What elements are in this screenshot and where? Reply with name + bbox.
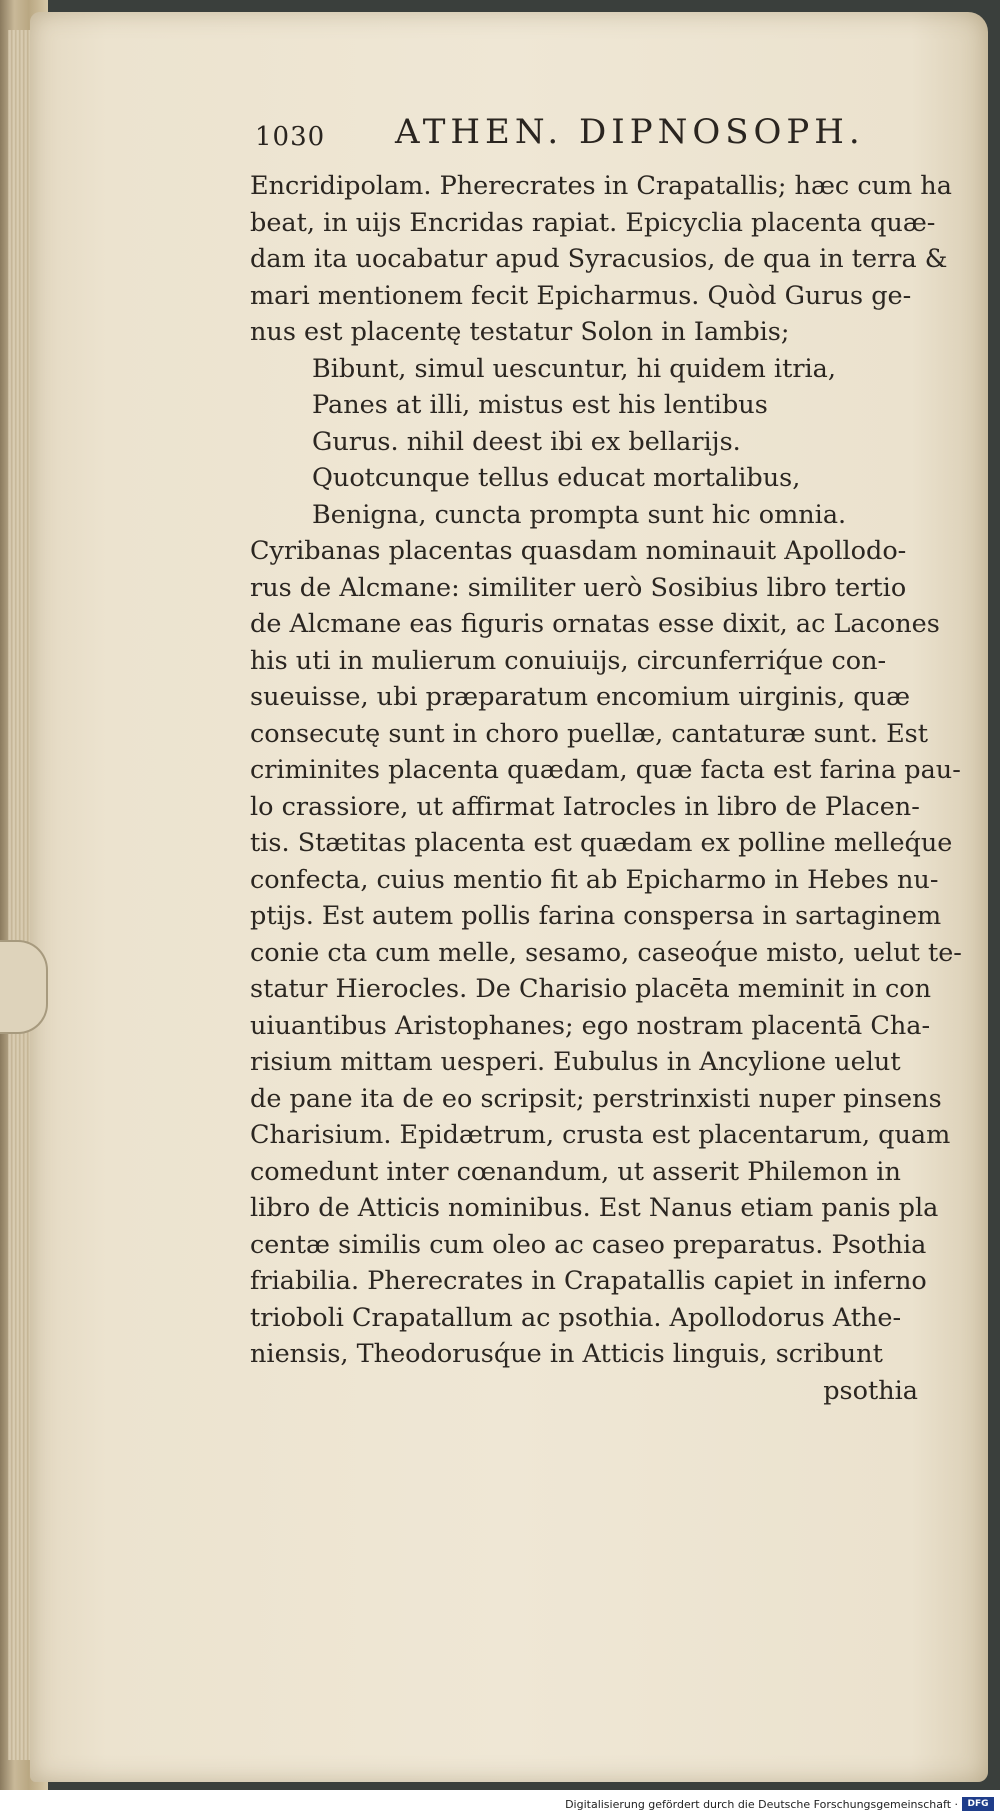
text-line: rus de Alcmane: similiter uerò Sosibius libro tertio <box>250 572 907 603</box>
text-line: de pane ita de eo scripsit; perstrinxisti nuper pinsens <box>250 1083 942 1114</box>
digitization-footer <box>0 1790 1000 1819</box>
text-line: risium mittam uesperi. Eubulus in Ancylione uelut <box>250 1047 901 1077</box>
book-clasp <box>0 940 48 1034</box>
verse-line: Gurus. nihil deest ibi ex bellarijs. <box>312 426 741 457</box>
verse-line: Quotcunque tellus educat mortalibus, <box>312 463 801 493</box>
text-line: tis. Stætitas placenta est quædam ex polline melleq́ue <box>250 828 953 858</box>
text-line: statur Hierocles. De Charisio placēta meminit in con <box>250 974 932 1004</box>
text-line: comedunt inter cœnandum, ut asserit Philemon in <box>250 1156 901 1187</box>
page-edges <box>8 30 30 1760</box>
page-header <box>255 112 895 162</box>
body-text <box>250 168 962 1409</box>
text-line: criminites placenta quædam, quæ facta est farina pau- <box>250 755 961 785</box>
dfg-logo-icon: DFG <box>962 1797 994 1811</box>
text-line: conie cta cum melle, sesamo, caseoq́ue misto, uelut te- <box>250 937 962 968</box>
text-line: uiuantibus Aristophanes; ego nostram placentā Cha- <box>250 1010 931 1041</box>
text-line: Encridipolam. Pherecrates in Crapatallis; hæc cum ha <box>250 171 952 201</box>
text-line: beat, in uijs Encridas rapiat. Epicyclia placenta quæ- <box>250 207 936 238</box>
verse-line: Benigna, cuncta prompta sunt hic omnia. <box>312 499 847 530</box>
text-line: centæ similis cum oleo ac caseo preparatus. Psothia <box>250 1229 927 1260</box>
text-line: de Alcmane eas figuris ornatas esse dixit, ac Lacones <box>250 609 940 639</box>
funding-credit: Digitalisierung gefördert durch die Deutsche Forschungsgemeinschaft · <box>565 1798 958 1811</box>
text-line: friabilia. Pherecrates in Crapatallis capiet in inferno <box>250 1266 927 1296</box>
text-line: consecutę sunt in choro puellæ, cantaturæ sunt. Est <box>250 718 929 749</box>
text-line: mari mentionem fecit Epicharmus. Quòd Gurus ge- <box>250 280 912 311</box>
text-line: lo crassiore, ut affirmat Iatrocles in libro de Placen- <box>250 791 920 822</box>
running-title: ATHEN. DIPNOSOPH. <box>395 112 865 152</box>
text-line: sueuisse, ubi præparatum encomium uirginis, quæ <box>250 682 911 712</box>
text-line: niensis, Theodorusq́ue in Atticis linguis, scribunt <box>250 1339 883 1369</box>
text-line: Cyribanas placentas quasdam nominauit Apollodo- <box>250 536 907 566</box>
text-line: his uti in mulierum conuiuijs, circunferriq́ue con- <box>250 645 887 676</box>
text-line: nus est placentę testatur Solon in Iambis; <box>250 317 790 347</box>
text-line: ptijs. Est autem pollis farina conspersa in sartaginem <box>250 901 942 931</box>
text-line: trioboli Crapatallum ac psothia. Apollodorus Athe- <box>250 1302 902 1333</box>
verse-line: Bibunt, simul uescuntur, hi quidem itria, <box>312 353 836 384</box>
text-line: dam ita uocabatur apud Syracusios, de qua in terra & <box>250 244 948 274</box>
verse-line: Panes at illi, mistus est his lentibus <box>312 390 768 420</box>
page-number: 1030 <box>255 122 326 152</box>
text-line: Charisium. Epidætrum, crusta est placentarum, quam <box>250 1120 951 1150</box>
text-line: confecta, cuius mentio fit ab Epicharmo in Hebes nu- <box>250 864 939 895</box>
text-line: libro de Atticis nominibus. Est Nanus etiam panis pla <box>250 1193 939 1223</box>
verse-block <box>250 351 930 534</box>
catchword: psothia <box>823 1375 918 1406</box>
